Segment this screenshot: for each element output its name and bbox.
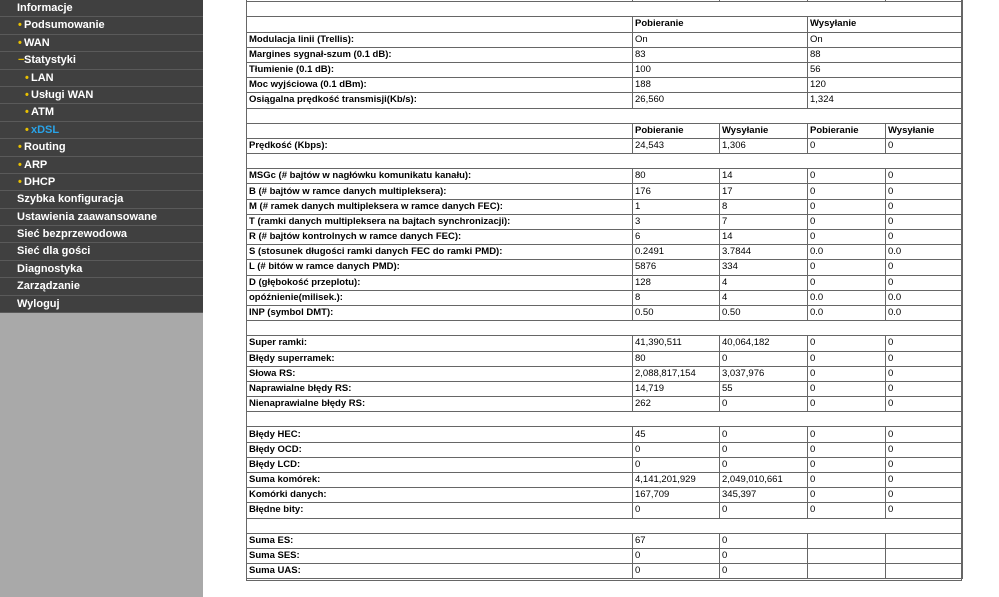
spacer-cell [808, 321, 886, 336]
value-cell: 0 [886, 381, 963, 396]
bullet-icon: • [18, 36, 22, 49]
spacer-cell [720, 412, 808, 427]
value-cell: 0.0 [886, 305, 963, 320]
value-cell: 0 [808, 427, 886, 442]
value-cell: 0 [808, 214, 886, 229]
value-cell: 83 [633, 47, 808, 62]
column-header: Wysyłanie [808, 17, 963, 32]
value-cell: 0 [886, 488, 963, 503]
value-cell: 7 [720, 214, 808, 229]
row-label: opóźnienie(milisek.): [247, 290, 633, 305]
table-row [247, 47, 963, 62]
header-row [247, 123, 963, 138]
spacer-cell [720, 321, 808, 336]
value-cell: 80 [633, 351, 720, 366]
bullet-icon: • [25, 88, 29, 101]
value-cell: 0 [720, 533, 808, 548]
row-label: Nienaprawialne błędy RS: [247, 397, 633, 412]
value-cell: 0 [808, 397, 886, 412]
row-label: S (stosunek długości ramki danych FEC do ramki PMD): [247, 245, 633, 260]
value-cell: 4 [720, 290, 808, 305]
value-cell: 0 [633, 503, 720, 518]
sidebar-item-label: Routing [24, 141, 66, 154]
sidebar-item-informacje[interactable] [0, 0, 203, 17]
table-row [247, 62, 963, 77]
row-label: Suma komórek: [247, 473, 633, 488]
value-cell: 3 [633, 214, 720, 229]
row-label: Błędy HEC: [247, 427, 633, 442]
sidebar-item-label: Informacje [17, 2, 73, 14]
row-label: Suma SES: [247, 548, 633, 563]
row-label: Suma UAS: [247, 564, 633, 579]
value-cell: 56 [808, 62, 963, 77]
sidebar-item-label: Wyloguj [17, 297, 60, 310]
value-cell: 41,390,511 [633, 336, 720, 351]
table-row [247, 351, 963, 366]
value-cell: 167,709 [633, 488, 720, 503]
bullet-icon: • [18, 158, 22, 171]
value-cell: 0.0 [808, 245, 886, 260]
spacer-row [247, 321, 963, 336]
column-header: Pobieranie [633, 17, 808, 32]
spacer-row [247, 2, 963, 17]
sidebar-item-arp[interactable] [0, 157, 203, 174]
table-row [247, 260, 963, 275]
spacer-cell [633, 154, 720, 169]
value-cell: 0 [808, 260, 886, 275]
value-cell: 6 [633, 230, 720, 245]
value-cell [886, 533, 963, 548]
row-label [247, 17, 633, 32]
value-cell: 2,088,817,154 [633, 366, 720, 381]
spacer-cell [808, 412, 886, 427]
value-cell: 0 [808, 488, 886, 503]
bullet-icon: • [25, 106, 29, 119]
value-cell: 4 [720, 275, 808, 290]
row-label: Błędne bity: [247, 503, 633, 518]
spacer-cell [808, 518, 886, 533]
spacer-cell [247, 154, 633, 169]
sidebar-item-sieć-bezprzewodowa[interactable] [0, 226, 203, 243]
spacer-row [247, 412, 963, 427]
table-row [247, 503, 963, 518]
value-cell: 2,049,010,661 [720, 473, 808, 488]
value-cell: 0 [808, 351, 886, 366]
value-cell: 45 [633, 427, 720, 442]
value-cell: 0 [808, 442, 886, 457]
row-label: T (ramki danych multipleksera na bajtach synchronizacji): [247, 214, 633, 229]
table-row [247, 93, 963, 108]
row-label: Tłumienie (0.1 dB): [247, 62, 633, 77]
sidebar-item-label: Sieć dla gości [17, 245, 91, 258]
value-cell: 67 [633, 533, 720, 548]
value-cell: 0 [633, 548, 720, 563]
spacer-cell [886, 108, 963, 123]
value-cell: 0 [808, 199, 886, 214]
value-cell: 262 [633, 397, 720, 412]
value-cell: 5876 [633, 260, 720, 275]
value-cell: 88 [808, 47, 963, 62]
sidebar-item-dhcp[interactable] [0, 174, 203, 191]
value-cell: 4,141,201,929 [633, 473, 720, 488]
bullet-icon: • [18, 19, 22, 32]
table-row [247, 457, 963, 472]
table-row [247, 488, 963, 503]
value-cell: 0 [720, 397, 808, 412]
value-cell: 0 [808, 184, 886, 199]
value-cell: 0.2491 [633, 245, 720, 260]
row-label: D (głębokość przeplotu): [247, 275, 633, 290]
spacer-cell [886, 412, 963, 427]
sidebar-item-label: WAN [24, 36, 50, 49]
row-label: Osiągalna prędkość transmisji(Kb/s): [247, 93, 633, 108]
value-cell: 1 [633, 199, 720, 214]
row-label: Komórki danych: [247, 488, 633, 503]
value-cell: 0 [886, 214, 963, 229]
value-cell: 0 [720, 427, 808, 442]
value-cell: 0.0 [886, 290, 963, 305]
bullet-icon: • [25, 71, 29, 84]
value-cell [886, 548, 963, 563]
value-cell: 0 [886, 457, 963, 472]
value-cell: 0 [886, 138, 963, 153]
value-cell: 24,543 [633, 138, 720, 153]
sidebar-item-label: ARP [24, 158, 48, 171]
row-label: L (# bitów w ramce danych PMD): [247, 260, 633, 275]
value-cell: 0 [633, 457, 720, 472]
value-cell: 0 [633, 564, 720, 579]
sidebar-item-routing[interactable] [0, 139, 203, 156]
row-label: Prędkość (Kbps): [247, 138, 633, 153]
sidebar-item-label: Podsumowanie [24, 19, 105, 32]
value-cell: 14 [720, 169, 808, 184]
value-cell: 0 [808, 230, 886, 245]
table-row [247, 397, 963, 412]
value-cell: 0.0 [808, 305, 886, 320]
spacer-row [247, 108, 963, 123]
value-cell: 0 [886, 366, 963, 381]
value-cell: On [808, 32, 963, 47]
spacer-cell [720, 518, 808, 533]
value-cell: 0 [886, 397, 963, 412]
value-cell: 176 [633, 184, 720, 199]
value-cell: 8 [720, 199, 808, 214]
row-label: Modulacja linii (Trellis): [247, 32, 633, 47]
bullet-icon: • [18, 175, 22, 188]
sidebar-item-label: xDSL [31, 123, 60, 136]
value-cell: 0 [808, 138, 886, 153]
spacer-cell [720, 2, 808, 17]
column-header: Wysyłanie [720, 123, 808, 138]
column-header: Pobieranie [633, 123, 720, 138]
value-cell: 14,719 [633, 381, 720, 396]
value-cell: 188 [633, 78, 808, 93]
table-row [247, 473, 963, 488]
header-row [247, 17, 963, 32]
sidebar-item-statystyki[interactable] [0, 52, 203, 69]
value-cell: 0 [808, 169, 886, 184]
table-row [247, 427, 963, 442]
value-cell: 0 [886, 351, 963, 366]
sidebar-item-label: ATM [31, 106, 55, 119]
value-cell: 0 [886, 260, 963, 275]
sidebar-item-label: Szybka konfiguracja [17, 193, 124, 206]
value-cell: 120 [808, 78, 963, 93]
value-cell: 334 [720, 260, 808, 275]
table-row [247, 564, 963, 579]
value-cell: 0 [886, 503, 963, 518]
value-cell: 0 [720, 351, 808, 366]
value-cell: 0 [886, 230, 963, 245]
value-cell: 0 [886, 442, 963, 457]
table-row [247, 32, 963, 47]
sidebar-item-label: LAN [31, 71, 54, 84]
value-cell: 0 [720, 442, 808, 457]
row-label [247, 123, 633, 138]
value-cell [808, 533, 886, 548]
table-row [247, 366, 963, 381]
value-cell: 8 [633, 290, 720, 305]
value-cell: 26,560 [633, 93, 808, 108]
value-cell: 100 [633, 62, 808, 77]
value-cell: 0 [886, 199, 963, 214]
sidebar-item-label: Sieć bezprzewodowa [17, 228, 128, 241]
table-row [247, 138, 963, 153]
value-cell: 0 [808, 473, 886, 488]
table-row [247, 184, 963, 199]
spacer-cell [808, 2, 886, 17]
spacer-cell [633, 321, 720, 336]
value-cell: 80 [633, 169, 720, 184]
sidebar-item-podsumowanie[interactable] [0, 17, 203, 34]
sidebar-item-wan[interactable] [0, 35, 203, 52]
row-label: INP (symbol DMT): [247, 305, 633, 320]
spacer-cell [720, 154, 808, 169]
value-cell: 0.50 [720, 305, 808, 320]
spacer-cell [247, 518, 633, 533]
value-cell: 3.7844 [720, 245, 808, 260]
bullet-icon: • [18, 141, 22, 154]
value-cell: 40,064,182 [720, 336, 808, 351]
value-cell: 128 [633, 275, 720, 290]
value-cell: 0 [886, 184, 963, 199]
value-cell [808, 564, 886, 579]
sidebar-item-label: Diagnostyka [17, 262, 83, 275]
sidebar-nav [0, 0, 203, 597]
table-row [247, 533, 963, 548]
bullet-icon: • [25, 123, 29, 136]
value-cell: 17 [720, 184, 808, 199]
value-cell: 1,324 [808, 93, 963, 108]
row-label: Błędy OCD: [247, 442, 633, 457]
value-cell: 3,037,976 [720, 366, 808, 381]
row-label: Błędy LCD: [247, 457, 633, 472]
row-label: Super ramki: [247, 336, 633, 351]
table-row [247, 230, 963, 245]
value-cell: 55 [720, 381, 808, 396]
value-cell: 0 [886, 275, 963, 290]
spacer-cell [633, 518, 720, 533]
spacer-cell [633, 2, 720, 17]
spacer-cell [720, 108, 808, 123]
sidebar-item-xdsl[interactable] [0, 122, 203, 139]
value-cell: 0 [720, 457, 808, 472]
column-header: Pobieranie [808, 123, 886, 138]
main-content [203, 0, 999, 597]
table-row [247, 442, 963, 457]
value-cell: 0 [720, 564, 808, 579]
value-cell: 0 [808, 275, 886, 290]
sidebar-item-label: DHCP [24, 175, 56, 188]
row-label: Margines sygnał-szum (0.1 dB): [247, 47, 633, 62]
spacer-cell [247, 321, 633, 336]
spacer-cell [886, 321, 963, 336]
row-label: B (# bajtów w ramce danych multipleksera): [247, 184, 633, 199]
value-cell: 0.0 [886, 245, 963, 260]
row-label: R (# bajtów kontrolnych w ramce danych FEC): [247, 230, 633, 245]
sidebar-item-szybka-konfiguracja[interactable] [0, 191, 203, 208]
spacer-cell [247, 412, 633, 427]
spacer-cell [633, 412, 720, 427]
table-row [247, 336, 963, 351]
sidebar-item-ustawienia-zaawansowane[interactable] [0, 209, 203, 226]
sidebar-item-diagnostyka[interactable] [0, 261, 203, 278]
table-row [247, 548, 963, 563]
spacer-cell [633, 108, 720, 123]
value-cell: 0.0 [808, 290, 886, 305]
spacer-row [247, 154, 963, 169]
value-cell: 0 [808, 457, 886, 472]
row-label: MSGc (# bajtów w nagłówku komunikatu kanału): [247, 169, 633, 184]
sidebar-item-lan[interactable] [0, 70, 203, 87]
value-cell: 345,397 [720, 488, 808, 503]
sidebar-item-usługi-wan[interactable] [0, 87, 203, 104]
value-cell: 0 [808, 381, 886, 396]
sidebar-item-wyloguj[interactable] [0, 296, 203, 313]
spacer-cell [247, 108, 633, 123]
row-label: Suma ES: [247, 533, 633, 548]
sidebar-item-label: Usługi WAN [31, 88, 94, 101]
table-row [247, 78, 963, 93]
value-cell: 0 [808, 366, 886, 381]
spacer-cell [247, 2, 633, 17]
value-cell: 0.50 [633, 305, 720, 320]
row-label: Naprawialne błędy RS: [247, 381, 633, 396]
sidebar-item-zarządzanie[interactable] [0, 278, 203, 295]
row-label: Błędy superramek: [247, 351, 633, 366]
spacer-cell [808, 154, 886, 169]
value-cell: 14 [720, 230, 808, 245]
spacer-row [247, 518, 963, 533]
value-cell: 0 [808, 503, 886, 518]
row-label: Słowa RS: [247, 366, 633, 381]
sidebar-item-label: Ustawienia zaawansowane [17, 210, 157, 223]
column-header: Wysyłanie [886, 123, 963, 138]
table-row [247, 305, 963, 320]
table-row [247, 214, 963, 229]
value-cell: 0 [886, 336, 963, 351]
value-cell: 0 [720, 548, 808, 563]
value-cell: 0 [886, 169, 963, 184]
row-label: M (# ramek danych multipleksera w ramce danych FEC): [247, 199, 633, 214]
value-cell: 0 [886, 473, 963, 488]
spacer-cell [886, 518, 963, 533]
sidebar-item-label: Statystyki [24, 54, 76, 67]
value-cell [886, 564, 963, 579]
value-cell: 1,306 [720, 138, 808, 153]
spacer-cell [886, 154, 963, 169]
value-cell: 0 [808, 336, 886, 351]
row-label: Moc wyjściowa (0.1 dBm): [247, 78, 633, 93]
collapse-icon: − [18, 54, 25, 67]
value-cell: 0 [633, 442, 720, 457]
xdsl-statistics-table [246, 0, 963, 579]
table-row [247, 381, 963, 396]
sidebar-item-sieć-dla-gości[interactable] [0, 243, 203, 260]
table-row [247, 169, 963, 184]
table-row [247, 245, 963, 260]
value-cell [808, 548, 886, 563]
spacer-cell [886, 2, 963, 17]
value-cell: On [633, 32, 808, 47]
sidebar-item-label: Zarządzanie [17, 280, 80, 293]
table-row [247, 199, 963, 214]
spacer-cell [808, 108, 886, 123]
value-cell: 0 [886, 427, 963, 442]
sidebar-item-atm[interactable] [0, 104, 203, 121]
value-cell: 0 [720, 503, 808, 518]
table-row [247, 275, 963, 290]
table-row [247, 290, 963, 305]
